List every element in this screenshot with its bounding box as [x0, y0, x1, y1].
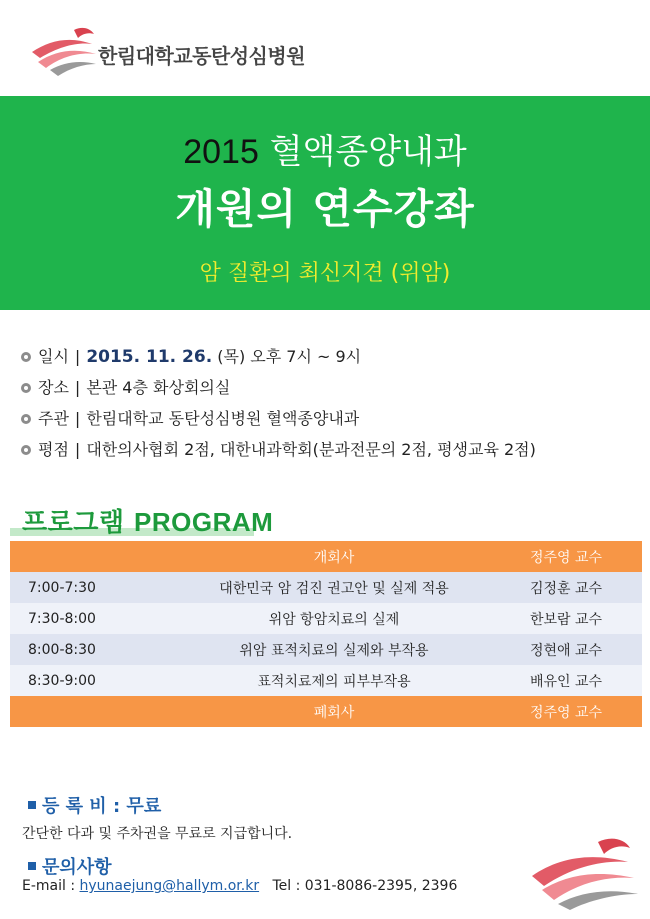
row-title: 대한민국 암 검진 권고안 및 실제 적용: [138, 572, 530, 603]
row-speaker: 김정훈 교수: [530, 572, 642, 603]
program-heading-ko: 프로그램: [22, 508, 125, 538]
table-row: [10, 665, 642, 696]
info-label: 장소: [38, 378, 69, 397]
info-value-bold: 2015. 11. 26.: [86, 347, 213, 367]
row-speaker: 한보람 교수: [530, 603, 642, 634]
row-time: 7:30-8:00: [10, 603, 138, 634]
square-bullet-icon: [28, 862, 36, 870]
info-label: 평점: [38, 440, 69, 459]
hospital-logo-mark-icon: [528, 832, 644, 912]
inquiry-heading-text: 문의사항: [42, 857, 112, 878]
info-value: 한림대학교 동탄성심병원 혈액종양내과: [86, 409, 360, 428]
gear-bullet-icon: [20, 413, 32, 425]
row-speaker: 정주영 교수: [530, 541, 642, 572]
row-title: 표적치료제의 피부부작용: [138, 665, 530, 696]
info-value: 본관 4층 화상회의실: [86, 378, 231, 397]
hospital-name: 한림대학교동탄성심병원: [98, 44, 306, 68]
contact-line: [22, 878, 457, 894]
gear-bullet-icon: [20, 444, 32, 456]
row-speaker: 정현애 교수: [530, 634, 642, 665]
row-title: 위암 표적치료의 실제와 부작용: [138, 634, 530, 665]
info-value: 대한의사협회 2점, 대한내과학회(분과전문의 2점, 평생교육 2점): [86, 440, 536, 459]
square-bullet-icon: [28, 801, 36, 809]
row-time: [10, 696, 138, 727]
info-label: 주관: [38, 409, 69, 428]
table-row: [10, 696, 642, 727]
row-title: 개회사: [138, 541, 530, 572]
info-row-place: 장소 | 본관 4층 화상회의실: [20, 375, 640, 406]
email-label: E-mail :: [22, 878, 80, 894]
row-time: 7:00-7:30: [10, 572, 138, 603]
banner-department: 혈액종양내과: [269, 132, 467, 172]
email-link[interactable]: hyunaejung@hallym.or.kr: [79, 878, 260, 894]
gear-bullet-icon: [20, 351, 32, 363]
title-banner: [0, 96, 650, 310]
info-row-credits: 평점 | 대한의사협회 2점, 대한내과학회(분과전문의 2점, 평생교육 2점): [20, 437, 640, 468]
row-time: [10, 541, 138, 572]
table-row: [10, 572, 642, 603]
table-row: [10, 634, 642, 665]
row-time: 8:00-8:30: [10, 634, 138, 665]
program-heading: [22, 502, 273, 539]
row-title: 폐회사: [138, 696, 530, 727]
info-row-date: 일시 | 2015. 11. 26. (목) 오후 7시 ~ 9시: [20, 344, 640, 375]
tel-value: 031-8086-2395, 2396: [304, 878, 458, 894]
banner-title: 개원의 연수강좌: [175, 185, 475, 233]
info-value: (목) 오후 7시 ~ 9시: [217, 347, 362, 366]
event-info-list: [20, 344, 640, 468]
gear-bullet-icon: [20, 382, 32, 394]
info-row-host: 주관 | 한림대학교 동탄성심병원 혈액종양내과: [20, 406, 640, 437]
row-speaker: 배유인 교수: [530, 665, 642, 696]
row-time: 8:30-9:00: [10, 665, 138, 696]
row-speaker: 정주영 교수: [530, 696, 642, 727]
tel-label: Tel :: [272, 878, 305, 894]
table-row: [10, 603, 642, 634]
inquiry-heading: [28, 853, 112, 879]
info-label: 일시: [38, 347, 69, 366]
registration-heading: [28, 792, 161, 818]
table-row: [10, 541, 642, 572]
banner-line-1: [0, 124, 650, 173]
registration-description: 간단한 다과 및 주차권을 무료로 지급합니다.: [22, 826, 293, 842]
program-schedule-table: [10, 541, 642, 727]
banner-year: 2015: [183, 133, 259, 171]
banner-subtitle: 암 질환의 최신지견 (위암): [199, 261, 451, 286]
row-title: 위암 항암치료의 실제: [138, 603, 530, 634]
registration-heading-text: 등 록 비 : 무료: [42, 796, 162, 817]
program-heading-en: PROGRAM: [134, 507, 274, 537]
